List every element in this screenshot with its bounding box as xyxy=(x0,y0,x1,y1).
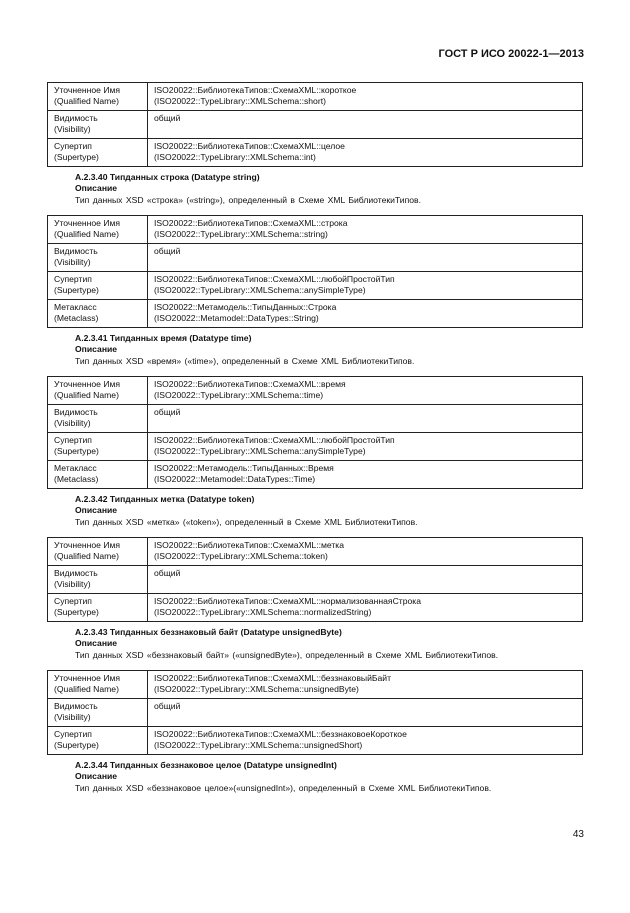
attribute-value-en: (ISO20022::TypeLibrary::XMLSchema::string) xyxy=(154,229,328,239)
attribute-value-cell xyxy=(148,538,583,566)
table-row xyxy=(48,272,583,300)
attribute-value-ru: ISO20022::БиблиотекаТипов::СхемаXML::целое xyxy=(154,141,345,151)
attribute-value-cell xyxy=(148,461,583,489)
attribute-name-cell xyxy=(48,300,148,328)
section-subtitle: Описание xyxy=(75,638,118,648)
attribute-table xyxy=(47,670,583,755)
table-row xyxy=(48,83,583,111)
attribute-name-ru: Метакласс xyxy=(54,463,97,473)
attribute-value-cell xyxy=(148,300,583,328)
document-body xyxy=(47,82,583,803)
attribute-name-ru: Видимость xyxy=(54,113,98,123)
attribute-value-cell xyxy=(148,377,583,405)
table-row xyxy=(48,566,583,594)
table-row xyxy=(48,405,583,433)
attribute-value-en: (ISO20022::TypeLibrary::XMLSchema::time) xyxy=(154,390,324,400)
table-row xyxy=(48,377,583,405)
attribute-name-ru: Уточненное Имя xyxy=(54,540,121,550)
attribute-name-ru: Уточненное Имя xyxy=(54,218,121,228)
attribute-value-ru: общий xyxy=(154,246,181,256)
attribute-value-ru: ISO20022::БиблиотекаТипов::СхемаXML::метка xyxy=(154,540,345,550)
table-row xyxy=(48,461,583,489)
section-subtitle: Описание xyxy=(75,771,118,781)
attribute-name-en: (Qualified Name) xyxy=(54,96,119,106)
attribute-table xyxy=(47,376,583,489)
attribute-value-ru: ISO20022::БиблиотекаТипов::СхемаXML::беззнаковоеКороткое xyxy=(154,729,407,739)
attribute-value-ru: общий xyxy=(154,568,181,578)
table-row xyxy=(48,594,583,622)
attribute-value-cell xyxy=(148,727,583,755)
attribute-value-cell xyxy=(148,83,583,111)
section-subtitle: Описание xyxy=(75,505,118,515)
table-row xyxy=(48,538,583,566)
attribute-name-en: (Metaclass) xyxy=(54,474,99,484)
attribute-name-en: (Visibility) xyxy=(54,579,91,589)
table-row xyxy=(48,300,583,328)
attribute-name-en: (Visibility) xyxy=(54,257,91,267)
attribute-name-cell xyxy=(48,111,148,139)
attribute-name-cell xyxy=(48,244,148,272)
attribute-value-ru: общий xyxy=(154,113,181,123)
attribute-name-cell xyxy=(48,699,148,727)
attribute-name-ru: Метакласс xyxy=(54,302,97,312)
attribute-value-cell xyxy=(148,566,583,594)
section-title: А.2.3.40 Типданных строка (Datatype string) xyxy=(75,172,260,182)
attribute-value-en: (ISO20022::TypeLibrary::XMLSchema::anySimpleType) xyxy=(154,446,366,456)
attribute-name-cell xyxy=(48,727,148,755)
section-description: Тип данных XSD «метка» («token»), определенный в Схеме XML БиблиотекиТипов. xyxy=(75,517,418,527)
attribute-value-ru: общий xyxy=(154,701,181,711)
attribute-value-ru: ISO20022::Метамодель::ТипыДанных::Время xyxy=(154,463,334,473)
attribute-name-en: (Supertype) xyxy=(54,285,99,295)
page-number: 43 xyxy=(572,829,584,840)
attribute-name-cell xyxy=(48,461,148,489)
attribute-name-cell xyxy=(48,671,148,699)
section-description: Тип данных XSD «время» («time»), определенный в Схеме XML БиблиотекиТипов. xyxy=(75,356,415,366)
section-description: Тип данных XSD «беззнаковое целое»(«unsignedInt»), определенный в Схеме XML БиблиотекиТипов. xyxy=(75,783,492,793)
attribute-table xyxy=(47,537,583,622)
table-row xyxy=(48,139,583,167)
attribute-name-en: (Supertype) xyxy=(54,446,99,456)
attribute-name-en: (Metaclass) xyxy=(54,313,99,323)
attribute-value-en: (ISO20022::TypeLibrary::XMLSchema::anySimpleType) xyxy=(154,285,366,295)
attribute-value-ru: общий xyxy=(154,407,181,417)
attribute-name-en: (Supertype) xyxy=(54,740,99,750)
attribute-name-en: (Qualified Name) xyxy=(54,684,119,694)
attribute-value-cell xyxy=(148,594,583,622)
attribute-value-cell xyxy=(148,139,583,167)
section-subtitle: Описание xyxy=(75,344,118,354)
attribute-name-cell xyxy=(48,538,148,566)
attribute-value-en: (ISO20022::TypeLibrary::XMLSchema::unsignedByte) xyxy=(154,684,359,694)
attribute-name-en: (Qualified Name) xyxy=(54,390,119,400)
section-title: А.2.3.44 Типданных беззнаковое целое (Datatype unsignedInt) xyxy=(75,760,337,770)
attribute-name-en: (Qualified Name) xyxy=(54,551,119,561)
attribute-name-ru: Видимость xyxy=(54,568,98,578)
attribute-name-ru: Видимость xyxy=(54,701,98,711)
section-description: Тип данных XSD «строка» («string»), определенный в Схеме XML БиблиотекиТипов. xyxy=(75,195,421,205)
table-row xyxy=(48,244,583,272)
attribute-value-en: (ISO20022::TypeLibrary::XMLSchema::normalizedString) xyxy=(154,607,372,617)
attribute-value-cell xyxy=(148,699,583,727)
attribute-table xyxy=(47,82,583,167)
table-row xyxy=(48,111,583,139)
attribute-value-en: (ISO20022::TypeLibrary::XMLSchema::short) xyxy=(154,96,326,106)
attribute-name-en: (Visibility) xyxy=(54,418,91,428)
attribute-name-cell xyxy=(48,377,148,405)
section-title: А.2.3.43 Типданных беззнаковый байт (Datatype unsignedByte) xyxy=(75,627,342,637)
attribute-value-ru: ISO20022::БиблиотекаТипов::СхемаXML::нормализованнаяСтрока xyxy=(154,596,422,606)
attribute-name-cell xyxy=(48,433,148,461)
attribute-name-ru: Супертип xyxy=(54,729,92,739)
attribute-value-cell xyxy=(148,405,583,433)
attribute-value-ru: ISO20022::БиблиотекаТипов::СхемаXML::время xyxy=(154,379,346,389)
attribute-value-cell xyxy=(148,216,583,244)
attribute-value-ru: ISO20022::БиблиотекаТипов::СхемаXML::строка xyxy=(154,218,348,228)
attribute-table xyxy=(47,215,583,328)
attribute-name-ru: Видимость xyxy=(54,246,98,256)
table-row xyxy=(48,433,583,461)
attribute-name-cell xyxy=(48,83,148,111)
section-title: А.2.3.42 Типданных метка (Datatype token) xyxy=(75,494,255,504)
attribute-name-en: (Visibility) xyxy=(54,712,91,722)
attribute-name-ru: Видимость xyxy=(54,407,98,417)
table-row xyxy=(48,727,583,755)
attribute-value-cell xyxy=(148,272,583,300)
attribute-name-cell xyxy=(48,272,148,300)
attribute-name-en: (Supertype) xyxy=(54,152,99,162)
attribute-value-cell xyxy=(148,244,583,272)
attribute-value-cell xyxy=(148,433,583,461)
section-title: А.2.3.41 Типданных время (Datatype time) xyxy=(75,333,252,343)
attribute-name-cell xyxy=(48,216,148,244)
attribute-value-ru: ISO20022::БиблиотекаТипов::СхемаXML::любойПростойТип xyxy=(154,435,395,445)
attribute-value-en: (ISO20022::Metamodel::DataTypes::Time) xyxy=(154,474,316,484)
attribute-value-cell xyxy=(148,671,583,699)
attribute-name-ru: Супертип xyxy=(54,596,92,606)
attribute-value-en: (ISO20022::TypeLibrary::XMLSchema::int) xyxy=(154,152,316,162)
attribute-name-ru: Уточненное Имя xyxy=(54,379,121,389)
attribute-name-cell xyxy=(48,405,148,433)
table-row xyxy=(48,699,583,727)
attribute-value-en: (ISO20022::TypeLibrary::XMLSchema::unsignedShort) xyxy=(154,740,363,750)
attribute-name-en: (Qualified Name) xyxy=(54,229,119,239)
attribute-value-ru: ISO20022::Метамодель::ТипыДанных::Строка xyxy=(154,302,337,312)
section-subtitle: Описание xyxy=(75,183,118,193)
attribute-name-en: (Visibility) xyxy=(54,124,91,134)
attribute-value-ru: ISO20022::БиблиотекаТипов::СхемаXML::беззнаковыйБайт xyxy=(154,673,392,683)
table-row xyxy=(48,216,583,244)
attribute-value-ru: ISO20022::БиблиотекаТипов::СхемаXML::любойПростойТип xyxy=(154,274,395,284)
attribute-name-ru: Супертип xyxy=(54,274,92,284)
section-description: Тип данных XSD «беззнаковый байт» («unsignedByte»), определенный в Схеме XML БиблиотекиТипов. xyxy=(75,650,499,660)
table-row xyxy=(48,671,583,699)
attribute-value-en: (ISO20022::Metamodel::DataTypes::String) xyxy=(154,313,319,323)
attribute-name-ru: Супертип xyxy=(54,141,92,151)
attribute-name-ru: Уточненное Имя xyxy=(54,85,121,95)
document-code: ГОСТ Р ИСО 20022-1—2013 xyxy=(438,48,584,60)
attribute-value-ru: ISO20022::БиблиотекаТипов::СхемаXML::короткое xyxy=(154,85,357,95)
attribute-name-ru: Уточненное Имя xyxy=(54,673,121,683)
attribute-name-en: (Supertype) xyxy=(54,607,99,617)
attribute-name-cell xyxy=(48,594,148,622)
attribute-value-en: (ISO20022::TypeLibrary::XMLSchema::token) xyxy=(154,551,328,561)
attribute-name-cell xyxy=(48,139,148,167)
attribute-name-ru: Супертип xyxy=(54,435,92,445)
attribute-name-cell xyxy=(48,566,148,594)
attribute-value-cell xyxy=(148,111,583,139)
